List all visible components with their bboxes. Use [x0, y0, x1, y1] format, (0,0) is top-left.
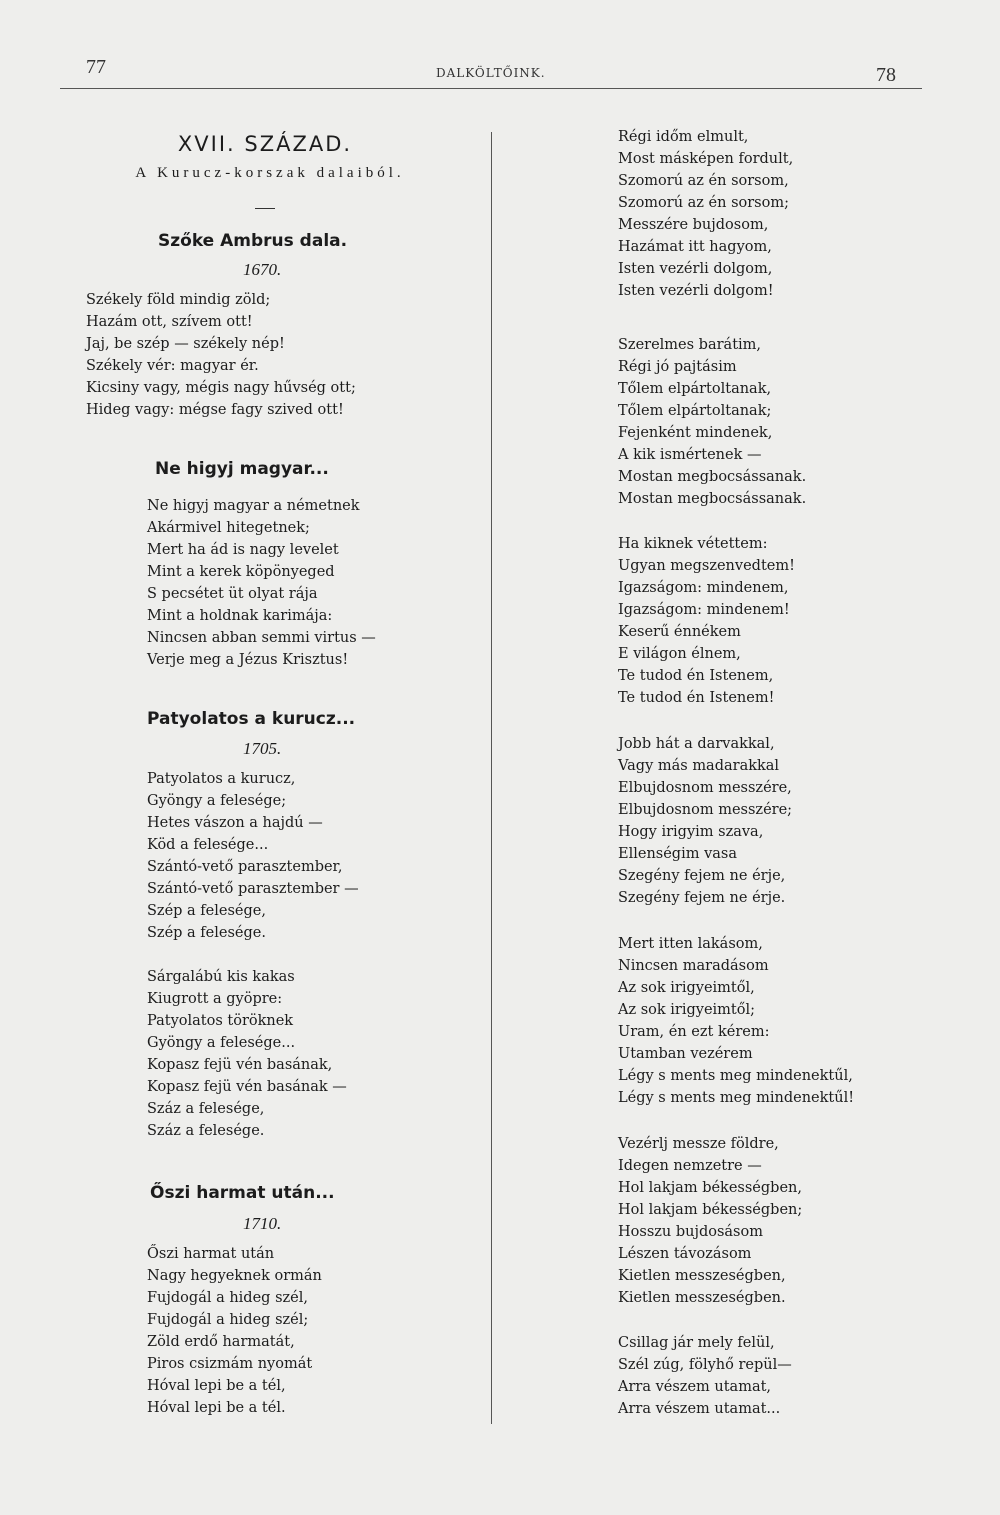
right-stanza-7	[618, 1332, 792, 1420]
poem-line: Száz a felesége,	[147, 1101, 265, 1117]
poem-line: Messzére bujdosom,	[618, 217, 769, 233]
poem-line: Ha kiknek vétettem:	[618, 536, 768, 552]
poem-line: Isten vezérli dolgom,	[618, 261, 773, 277]
poem-line: Szomorú az én sorsom;	[618, 195, 789, 211]
right-stanza-1	[618, 126, 793, 302]
poem-line: Hosszu bujdosásom	[618, 1224, 763, 1240]
poem-line: Mostan megbocsássanak.	[618, 491, 807, 507]
poem-line: A kik ismértenek —	[618, 447, 762, 463]
poem-line: Hol lakjam békességben;	[618, 1202, 803, 1218]
poem-line: Régi időm elmult,	[618, 129, 749, 145]
poem-line: Utamban vezérem	[618, 1046, 753, 1062]
poem-line: Sárgalábú kis kakas	[147, 969, 295, 985]
poem-line: Nincsen abban semmi virtus —	[147, 630, 376, 646]
song-title-oszi-harmat-utan: Őszi harmat után...	[150, 1183, 335, 1203]
poem-line: Uram, én ezt kérem:	[618, 1024, 770, 1040]
poem-line: Kietlen messzeségben.	[618, 1290, 786, 1306]
poem-line: Légy s ments meg mindenektűl!	[618, 1090, 855, 1106]
poem-patyolatos-stanza-2	[147, 966, 347, 1142]
poem-line: Ugyan megszenvedtem!	[618, 558, 795, 574]
section-rule	[255, 208, 275, 209]
poem-line: Tőlem elpártoltanak;	[618, 403, 772, 419]
poem-line: Mostan megbocsássanak.	[618, 469, 807, 485]
poem-line: Lészen távozásom	[618, 1246, 752, 1262]
poem-line: Igazságom: mindenem,	[618, 580, 789, 596]
poem-line: Szerelmes barátim,	[618, 337, 762, 353]
poem-line: Igazságom: mindenem!	[618, 602, 790, 618]
poem-line: Patyolatos a kurucz,	[147, 771, 296, 787]
poem-line: Kiugrott a gyöpre:	[147, 991, 283, 1007]
poem-line: Régi jó pajtásim	[618, 359, 737, 375]
poem-line: Piros csizmám nyomát	[147, 1356, 313, 1372]
poem-line: Őszi harmat után	[147, 1246, 275, 1262]
poem-line: Arra vészem utamat,	[618, 1379, 772, 1395]
column-divider	[491, 132, 492, 1424]
poem-line: Székely föld mindig zöld;	[86, 292, 271, 308]
poem-line: Kopasz fejü vén basának —	[147, 1079, 347, 1095]
poem-line: Arra vészem utamat...	[618, 1401, 781, 1417]
poem-line: Fujdogál a hideg szél,	[147, 1290, 308, 1306]
poem-line: Nincsen maradásom	[618, 958, 769, 974]
century-heading: XVII. SZÁZAD.	[177, 132, 353, 156]
poem-line: Ellenségim vasa	[618, 846, 738, 862]
poem-line: Elbujdosnom messzére;	[618, 802, 793, 818]
poem-line: Mint a holdnak karimája:	[147, 608, 333, 624]
poem-line: Gyöngy a felesége...	[147, 1035, 296, 1051]
poem-line: Gyöngy a felesége;	[147, 793, 287, 809]
poem-line: Nagy hegyeknek ormán	[147, 1268, 322, 1284]
running-head: DALKÖLTŐINK.	[436, 66, 546, 80]
poem-line: Hogy irigyim szava,	[618, 824, 764, 840]
song-year-1670: 1670.	[243, 260, 282, 279]
poem-line: Mert ha ád is nagy levelet	[147, 542, 339, 558]
poem-line: Patyolatos töröknek	[147, 1013, 294, 1029]
poem-line: Köd a felesége...	[147, 837, 269, 853]
poem-line: Jobb hát a darvakkal,	[618, 736, 775, 752]
poem-line: E világon élnem,	[618, 646, 741, 662]
poem-line: Tőlem elpártoltanak,	[618, 381, 772, 397]
right-stanza-3	[618, 533, 795, 709]
poem-ne-higyj-magyar	[147, 495, 376, 671]
song-year-1710: 1710.	[243, 1214, 282, 1233]
poem-line: Keserű énnékem	[618, 624, 741, 640]
poem-line: Te tudod én Istenem,	[618, 668, 774, 684]
right-stanza-4	[618, 733, 792, 909]
poem-line: Mert itten lakásom,	[618, 936, 763, 952]
poem-line: Vezérlj messze földre,	[618, 1136, 779, 1152]
poem-line: Kopasz fejü vén basának,	[147, 1057, 333, 1073]
poem-line: Légy s ments meg mindenektűl,	[618, 1068, 853, 1084]
poem-line: Hazám ott, szívem ott!	[86, 314, 253, 330]
poem-line: Te tudod én Istenem!	[618, 690, 775, 706]
poem-line: Az sok irigyeimtől,	[618, 980, 755, 996]
song-title-patyolatos-a-kurucz: Patyolatos a kurucz...	[147, 709, 356, 729]
poem-szoke-ambrus	[86, 289, 356, 421]
poem-line: Ne higyj magyar a németnek	[147, 498, 360, 514]
poem-line: Verje meg a Jézus Krisztus!	[147, 652, 349, 668]
poem-line: Szép a felesége.	[147, 925, 266, 941]
song-title-szoke-ambrus: Szőke Ambrus dala.	[158, 231, 348, 251]
poem-line: Hazámat itt hagyom,	[618, 239, 772, 255]
poem-line: Elbujdosnom messzére,	[618, 780, 792, 796]
poem-oszi-harmat-utan	[147, 1243, 322, 1419]
right-page-number: 78	[876, 64, 896, 86]
poem-line: Hóval lepi be a tél.	[147, 1400, 286, 1416]
poem-line: Most másképen fordult,	[618, 151, 794, 167]
poem-line: Zöld erdő harmatát,	[147, 1334, 295, 1350]
poem-line: Isten vezérli dolgom!	[618, 283, 774, 299]
header-rule	[60, 88, 922, 89]
poem-line: Hideg vagy: mégse fagy szived ott!	[86, 402, 344, 418]
poem-line: S pecsétet üt olyat rája	[147, 586, 318, 602]
poem-line: Vagy más madarakkal	[618, 758, 780, 774]
poem-line: Szegény fejem ne érje,	[618, 868, 786, 884]
poem-line: Az sok irigyeimtől;	[618, 1002, 756, 1018]
poem-line: Szántó-vető parasztember,	[147, 859, 343, 875]
poem-line: Csillag jár mely felül,	[618, 1335, 775, 1351]
poem-line: Szél zúg, fölyhő repül—	[618, 1357, 792, 1373]
poem-patyolatos-stanza-1	[147, 768, 359, 944]
poem-line: Idegen nemzetre —	[618, 1158, 762, 1174]
poem-line: Szép a felesége,	[147, 903, 266, 919]
right-stanza-2	[618, 334, 806, 510]
poem-line: Hol lakjam békességben,	[618, 1180, 802, 1196]
poem-line: Jaj, be szép — székely nép!	[86, 336, 285, 352]
poem-line: Szomorú az én sorsom,	[618, 173, 789, 189]
poem-line: Székely vér: magyar ér.	[86, 358, 259, 374]
poem-line: Kicsiny vagy, mégis nagy hűvség ott;	[86, 380, 356, 396]
right-stanza-6	[618, 1133, 802, 1309]
poem-line: Száz a felesége.	[147, 1123, 265, 1139]
poem-line: Fujdogál a hideg szél;	[147, 1312, 309, 1328]
poem-line: Akármivel hitegetnek;	[147, 520, 310, 536]
song-title-ne-higyj-magyar: Ne higyj magyar...	[155, 459, 329, 479]
poem-line: Mint a kerek köpönyeged	[147, 564, 335, 580]
section-subtitle: A Kurucz-korszak dalaiból.	[135, 165, 405, 181]
poem-line: Kietlen messzeségben,	[618, 1268, 786, 1284]
song-year-1705: 1705.	[243, 739, 282, 758]
right-stanza-5	[618, 933, 854, 1109]
poem-line: Fejenként mindenek,	[618, 425, 773, 441]
left-page-number: 77	[86, 56, 106, 78]
poem-line: Szegény fejem ne érje.	[618, 890, 786, 906]
poem-line: Szántó-vető parasztember —	[147, 881, 359, 897]
poem-line: Hóval lepi be a tél,	[147, 1378, 286, 1394]
poem-line: Hetes vászon a hajdú —	[147, 815, 323, 831]
